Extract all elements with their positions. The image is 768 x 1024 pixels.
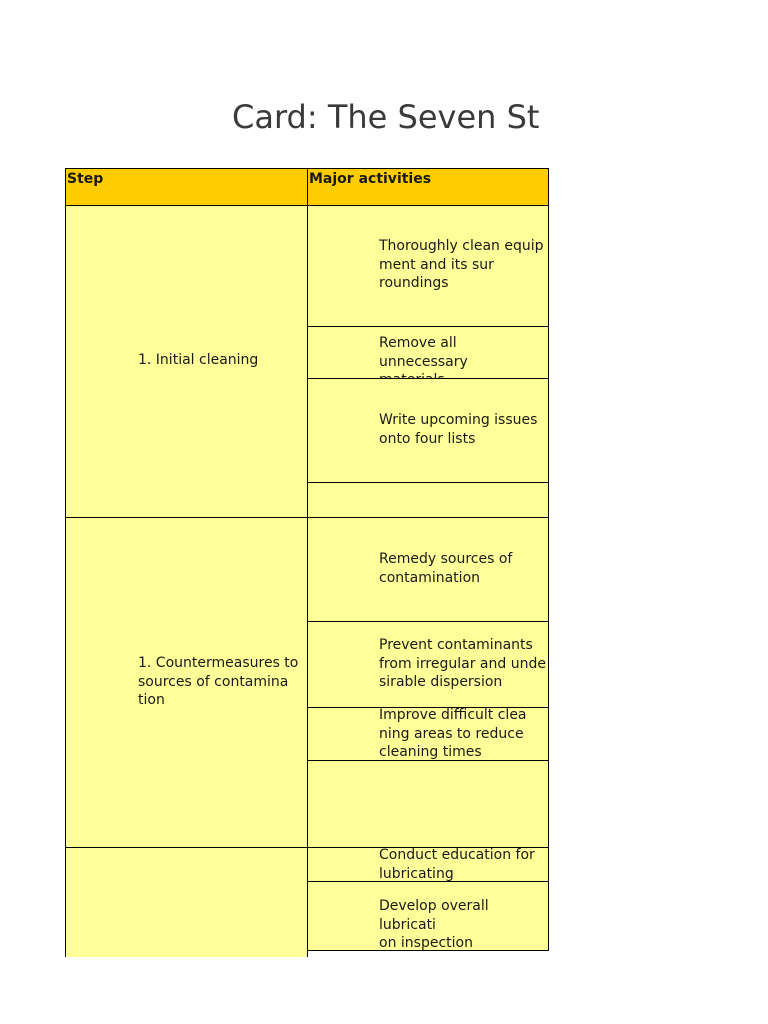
activity-text: Prevent contaminants	[379, 637, 533, 653]
activity-cell	[307, 482, 549, 518]
page-title: Card: The Seven St	[232, 98, 540, 136]
activity-text: ment and its sur	[379, 256, 494, 273]
activity-cell	[307, 881, 549, 951]
activity-text: on inspection	[379, 935, 473, 951]
activity-cell	[307, 760, 549, 848]
activity-cell	[307, 847, 549, 882]
column-header-activities-label: Major activities	[309, 171, 432, 187]
activity-cell	[307, 326, 549, 379]
activity-text: Write upcoming issues	[379, 412, 538, 428]
activity-cell	[307, 205, 549, 327]
activity-cell	[307, 517, 549, 622]
activity-text: Conduct education for	[379, 847, 535, 863]
step-label-line: tion	[138, 692, 165, 708]
activity-text: cleaning times	[379, 744, 482, 760]
activity-text: sirable dispersion	[379, 674, 503, 690]
activity-text: Develop overall lubricati	[379, 898, 489, 933]
activity-text: lubricating	[379, 865, 454, 882]
activity-cell	[307, 621, 549, 708]
activity-text: Remove all unnecessary	[379, 335, 468, 370]
step-cell-3	[65, 847, 308, 957]
step-cell-1	[65, 205, 308, 518]
step-cell-2	[65, 517, 308, 848]
activity-text: Remedy sources of	[379, 551, 513, 567]
activity-text: onto four lists	[379, 430, 476, 447]
activity-cell	[307, 707, 549, 761]
activity-text: contamination	[379, 569, 481, 586]
activity-cell	[307, 378, 549, 483]
column-header-activities	[307, 168, 549, 206]
column-header-step	[65, 168, 308, 206]
activity-text: from irregular and unde	[379, 655, 546, 672]
activity-text: Improve difficult clea	[379, 707, 527, 723]
activity-text: ning areas to reduce	[379, 725, 524, 742]
activity-text: roundings	[379, 275, 449, 291]
activity-text: Thoroughly clean equip	[379, 238, 544, 254]
column-header-step-label: Step	[67, 171, 104, 187]
step-label: 1. Initial cleaning	[138, 352, 259, 368]
step-label-line: 1. Countermeasures to	[138, 655, 299, 671]
step-label-line: sources of contamina	[138, 673, 289, 690]
